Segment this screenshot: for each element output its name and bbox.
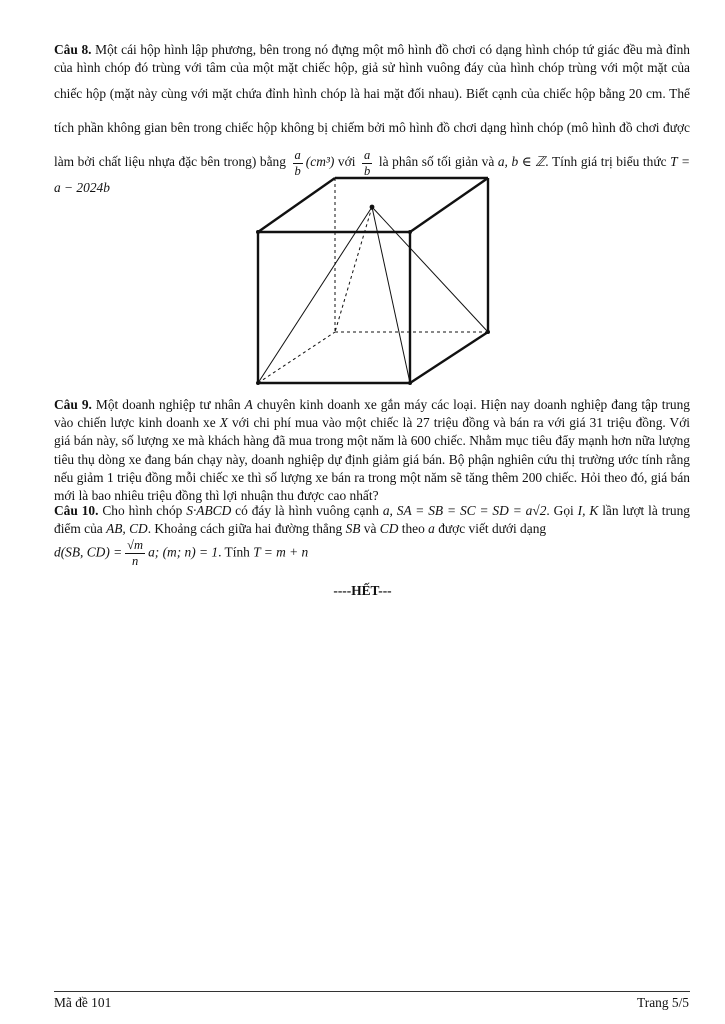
cube-edge (258, 178, 335, 232)
q10-text-2: có đáy là hình vuông cạnh (231, 503, 383, 518)
q10-text-1: Cho hình chóp (98, 503, 187, 518)
q8-edge: 20 cm (628, 86, 663, 102)
pyramid-edge (372, 207, 410, 383)
q10-condition: a, SA = SB = SC = SD = a√2 (382, 503, 547, 518)
q10-expression: T = m + n (253, 544, 309, 560)
vertex (408, 230, 412, 234)
cube-pyramid-figure (230, 170, 500, 390)
end-marker: ----HẾT--- (333, 583, 392, 598)
exam-code: Mã đề 101 (54, 995, 112, 1010)
pyramid-apex (370, 205, 375, 210)
question-10 (54, 502, 690, 569)
q8-condition: a, b ∈ ℤ (497, 154, 546, 170)
q10-text-6: và (360, 521, 380, 537)
q9-text-1: Một doanh nghiệp tư nhân (91, 397, 245, 412)
q9-text-2: chuyên kinh doanh xe gắn máy các loại. Hiện nay doanh nghiệp đang tập trung vào chiến lược kinh doanh xe (54, 397, 690, 431)
cube-hidden-edge (258, 332, 335, 383)
q8-text-2: . Thể tích phần không gian bên trong chiếc hộp không bị chiếm bởi mô hình đồ chơi dạng hình chóp (mô hình đồ chơi được làm bởi chất liệu nhựa đặc bên trong) bằng (54, 86, 690, 170)
q9-var-a: A (244, 397, 253, 412)
q8-fraction: $\frac{a}{b}$ (294, 147, 301, 178)
q10-var-a: a (428, 521, 435, 537)
vertex (408, 381, 412, 385)
q10-distance-lhs: d(SB, CD) = (54, 544, 123, 560)
q10-text-4: lần lượt là trung điểm của (54, 503, 690, 537)
cube-edge (410, 178, 488, 232)
q10-text-8: được viết dưới dạng (434, 521, 547, 537)
q8-fraction-2: $\frac{a}{b}$ (364, 147, 371, 178)
q10-distance-rhs: a; (m; n) = 1 (148, 544, 219, 560)
cube-edge (410, 332, 488, 383)
q8-text-1: Một cái hộp hình lập phương, bên trong nó đựng một mô hình đồ chơi có dạng hình chóp tứ giác đều mà đỉnh của hình chóp đó trùng với tâm của một mặt chiếc hộp, giả sử hình vuông đáy của hình chóp trùng với một mặt của chiếc hộp (mặt này cùng với mặt chứa đỉnh hình chóp là hai mặt đối nhau). Biết cạnh của chiếc hộp bằng (54, 42, 690, 102)
q10-fraction: $\frac{√m}{n}$ (127, 538, 144, 569)
vertex (486, 330, 490, 334)
vertex (256, 381, 260, 385)
q10-text-5: . Khoảng cách giữa hai đường thẳng (147, 521, 346, 537)
footer-divider (54, 991, 690, 992)
q10-sb: SB (345, 521, 361, 537)
q8-expression: T = a − 2024b (54, 154, 690, 196)
question-9 (54, 396, 690, 505)
vertex (256, 230, 260, 234)
q10-text-9: . Tính (218, 544, 254, 560)
q10-text-3: . Gọi (546, 503, 578, 518)
question-9-label: Câu 9. (54, 397, 92, 412)
q10-pyramid: S·ABCD (186, 503, 232, 518)
q10-text-7: theo (398, 521, 429, 537)
q10-ab-cd: AB, CD (106, 521, 148, 537)
pyramid-edge (372, 207, 488, 332)
page-number: Trang 5/5 (637, 995, 689, 1010)
q10-ik: I, K (577, 503, 599, 518)
q9-var-x: X (219, 415, 228, 431)
q8-text-5: . Tính giá trị biểu thức (545, 154, 671, 170)
q8-text-4: là phân số tối giản và (375, 154, 498, 170)
question-8-label: Câu 8. (54, 42, 92, 57)
pyramid-edge (258, 207, 372, 383)
question-10-label: Câu 10. (54, 503, 99, 518)
q9-text-3: với chi phí mua vào một chiếc là 27 triệu đồng và bán ra với giá 31 triệu đồng. Với giá bán này, số lượng xe mà khách hàng đã mua trong một năm là 600 chiếc. Nhằm mục tiêu đẩy mạnh hơn nữa lượng tiêu thụ dòng xe đang bán chạy này, doanh nghiệp dự định giảm giá bán. Bộ phận nghiên cứu thị trường ước tính rằng nếu giảm 1 triệu đồng mỗi chiếc xe thì số lượng xe bán ra trong một năm sẽ tăng thêm 200 chiếc. Hỏi theo đó, giá bán mới là bao nhiêu triệu đồng thì lợi nhuận thu được cao nhất? (54, 415, 690, 504)
q8-text-3: với (334, 154, 360, 170)
pyramid-hidden-edge (335, 207, 372, 332)
q8-unit: (cm³) (305, 154, 335, 170)
q10-cd: CD (379, 521, 399, 537)
